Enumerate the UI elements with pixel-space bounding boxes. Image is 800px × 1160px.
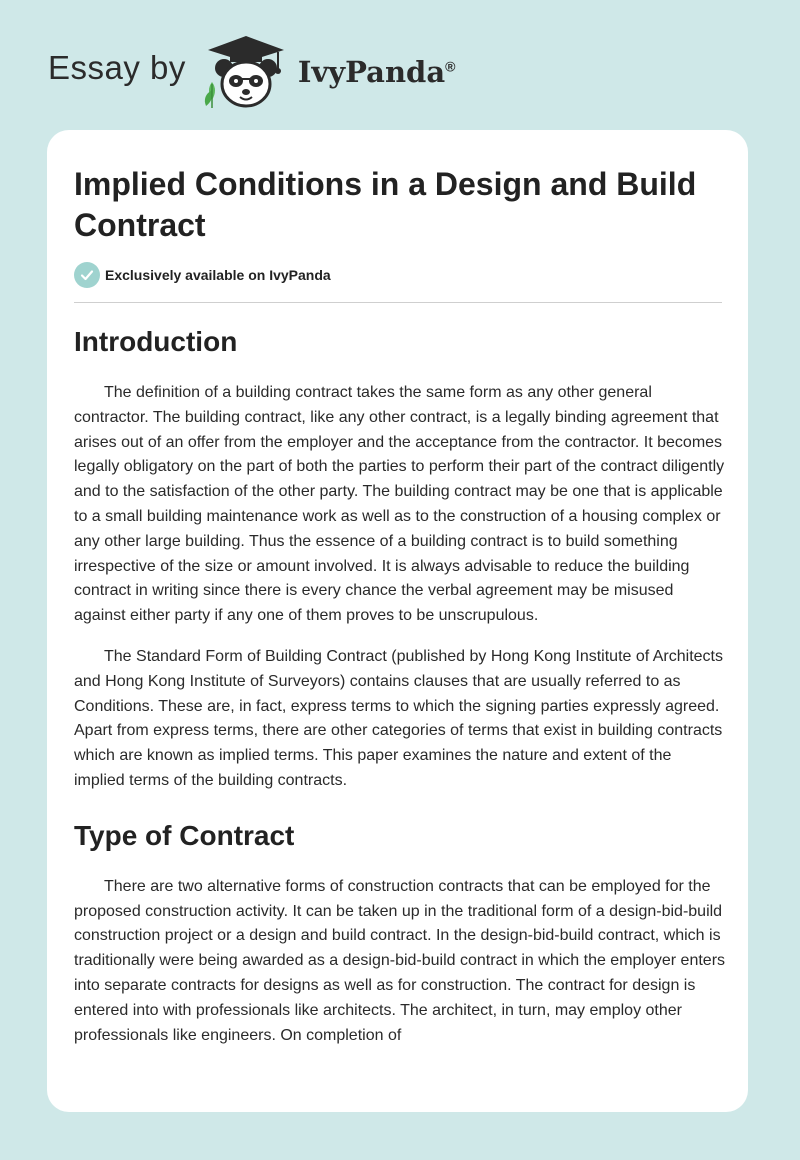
paragraph: The Standard Form of Building Contract (published by Hong Kong Institute of Architects and Hong Kong Institute of Surveyors) contains clauses that are usually referred to as Conditions. These are, in fact, express terms to which the signing parties expressly agreed. Apart from express terms, there are other categories of terms that exist in building contracts which are known as implied terms. This paper examines the nature and extent of the implied terms of the building contracts.: [74, 647, 723, 789]
check-icon: [74, 262, 100, 288]
paragraph: The definition of a building contract takes the same form as any other general contractor. The building contract, like any other contract, is a legally binding agreement that arises out of an offer from the employer and the acceptance from the contractor. It becomes legally obligatory on the part of both the parties to perform their part of the contract diligently and to the satisfaction of the other party. The building contract may be one that is applicable to a small building maintenance work as well as to the construction of a housing complex or any other large building. Thus the essence of a building contract is to build something irrespective of the size or amount involved. It is always advisable to reduce the building contract in writing since there is every chance the verbal agreement may be misused against either party if any one of them proves to be unscrupulous.: [74, 384, 725, 625]
panda-graduate-icon: [200, 30, 292, 110]
essay-card: [47, 130, 748, 1112]
site-header: [48, 30, 455, 110]
section-heading-type-of-contract: Type of Contract: [74, 819, 295, 851]
essay-by-label: Essay by: [48, 49, 186, 86]
brand-name[interactable]: IvyPanda®: [297, 55, 456, 89]
exclusive-badge-text: Exclusively available on IvyPanda: [105, 267, 331, 283]
exclusive-badge: [74, 262, 331, 288]
essay-title: Implied Conditions in a Design and Build Contract: [74, 166, 697, 243]
title-divider: [74, 302, 722, 303]
paragraph: There are two alternative forms of construction contracts that can be employed for the proposed construction activity. It can be taken up in the traditional form of a design-bid-build construction project or a design and build contract. In the design-bid-build contract, which is traditionally were being awarded as a design-bid-build contract in which the employer enters into separate contracts for designs as well as for construction. The contract for design is entered into with professionals like architects. The architect, in turn, may employ other professionals like engineers. On completion of: [74, 877, 726, 1044]
essay-body: [74, 320, 726, 1064]
section-heading-introduction: Introduction: [74, 326, 238, 357]
